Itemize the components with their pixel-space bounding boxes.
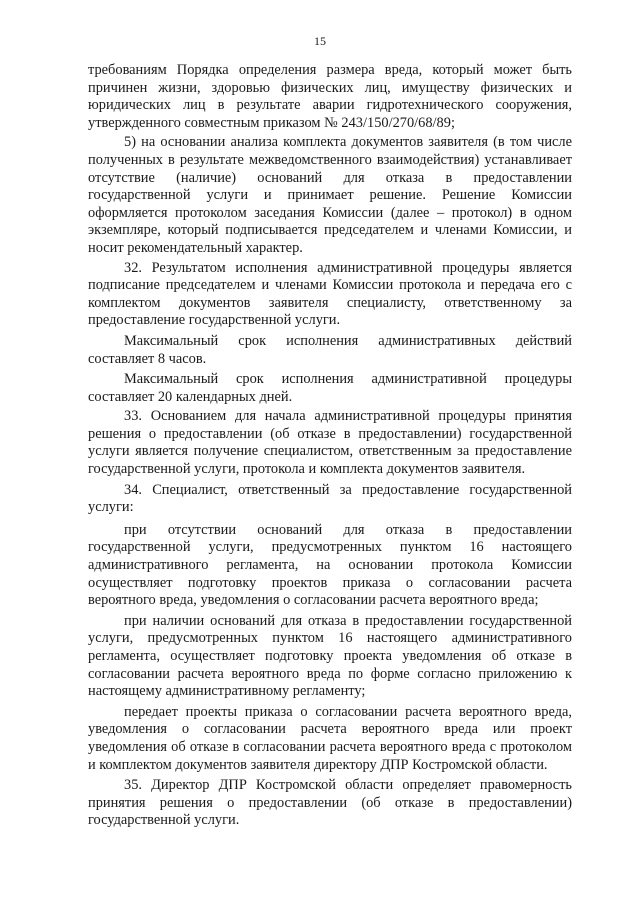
paragraph-item-5: 5) на основании анализа комплекта документов заявителя (в том числе полученных в результате межведомственного взаимодействия) устанавливает отсутствие (наличие) оснований для отказа в предоставлении государственной услуги и принимает решение. Решение Комиссии оформляется протоколом заседания Комиссии (далее – протокол) в одном экземпляре, который подписывается председателем и членами Комиссии, и носит рекомендательный характер. xyxy=(88,134,572,256)
page-number: 15 xyxy=(314,34,326,48)
document-body xyxy=(88,62,572,830)
paragraph-max-time-actions: Максимальный срок исполнения административных действий составляет 8 часов. xyxy=(88,332,572,367)
paragraph-34-absence: при отсутствии оснований для отказа в предоставлении государственной услуги, предусмотренных пунктом 16 настоящего административного регламента, на основании протокола Комиссии осуществляет подготовку проектов приказа о согласовании расчета вероятного вреда, уведомления о согласовании расчета вероятного вреда; xyxy=(88,521,572,609)
paragraph-34-presence: при наличии оснований для отказа в предоставлении государственной услуги, предусмотренных пунктом 16 настоящего административного регламента, осуществляет подготовку проекта уведомления об отказе в согласовании расчета вероятного вреда по форме согласно приложению к настоящему административному регламенту; xyxy=(88,612,572,700)
paragraph-32: 32. Результатом исполнения административной процедуры является подписание председателем и членами Комиссии протокола и передача его с комплектом документов заявителя специалисту, ответственному за предоставление государственной услуги. xyxy=(88,259,572,329)
paragraph-max-time-procedure: Максимальный срок исполнения административной процедуры составляет 20 календарных дней. xyxy=(88,371,572,405)
paragraph-33: 33. Основанием для начала административной процедуры принятия решения о предоставлении (об отказе в предоставлении) государственной услуги является получение специалистом, ответственным за предоставление государственной услуги, протокола и комплекта документов заявителя. xyxy=(88,408,572,478)
paragraph-continuation: требованиям Порядка определения размера вреда, который может быть причинен жизни, здоровью физических лиц, имуществу физических и юридических лиц в результате аварии гидротехнического сооружения, утвержденного совместным приказом № 243/150/270/68/89; xyxy=(88,62,572,131)
paragraph-35: 35. Директор ДПР Костромской области определяет правомерность принятия решения о предоставлении (об отказе в предоставлении) государственной услуги. xyxy=(88,777,572,829)
paragraph-34-transfer: передает проекты приказа о согласовании расчета вероятного вреда, уведомления о согласовании расчета вероятного вреда или проект уведомления об отказе в согласовании расчета вероятного вреда с протоколом и комплектом документов заявителя директору ДПР Костромской области. xyxy=(88,703,572,773)
paragraph-34: 34. Специалист, ответственный за предоставление государственной услуги: xyxy=(88,481,572,516)
